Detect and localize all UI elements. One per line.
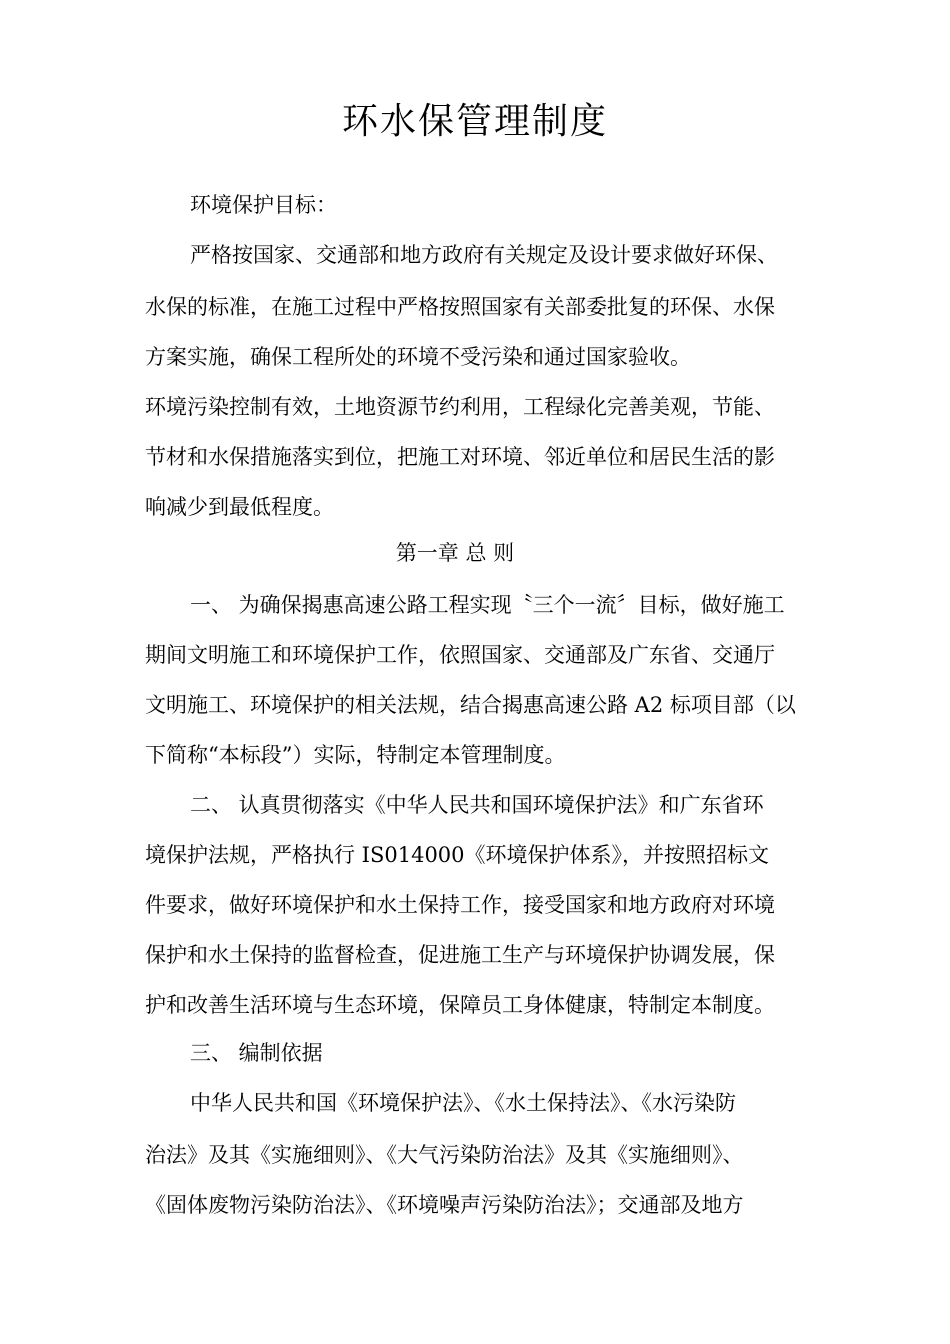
paragraph-line: 保护和水土保持的监督检查，促进施工生产与环境保护协调发展，保 (145, 943, 775, 967)
paragraph-line: 严格按国家、交通部和地方政府有关规定及设计要求做好环保、 (190, 243, 778, 267)
document-title: 环水保管理制度 (341, 101, 608, 142)
paragraph-line: 文明施工、环境保护的相关法规，结合揭惠高速公路 A2 标项目部（以 (145, 693, 796, 717)
paragraph-line: 一、 为确保揭惠高速公路工程实现〝三个一流〞目标，做好施工 (190, 593, 785, 617)
paragraph-line: 下简称“本标段”）实际，特制定本管理制度。 (145, 743, 566, 767)
paragraph-line: 《固体废物污染防治法》、《环境噪声污染防治法》；交通部及地方 (145, 1193, 744, 1217)
paragraph-line: 件要求，做好环境保护和水土保持工作，接受国家和地方政府对环境 (145, 893, 775, 917)
section-heading-environmental-goal: 环境保护目标： (190, 193, 337, 217)
paragraph-line: 期间文明施工和环境保护工作，依照国家、交通部及广东省、交通厅 (145, 643, 775, 667)
paragraph-line: 境保护法规，严格执行 IS014000《环境保护体系》，并按照招标文 (145, 843, 770, 867)
paragraph-line: 节材和水保措施落实到位，把施工对环境、邻近单位和居民生活的影 (145, 445, 775, 469)
paragraph-line: 中华人民共和国《环境保护法》、《水土保持法》、《水污染防 (190, 1091, 736, 1115)
paragraph-line: 治法》及其《实施细则》、《大气污染防治法》及其《实施细则》、 (145, 1143, 744, 1167)
paragraph-line: 方案实施，确保工程所处的环境不受污染和通过国家验收。 (145, 345, 691, 369)
paragraph-line: 水保的标准，在施工过程中严格按照国家有关部委批复的环保、水保 (145, 295, 775, 319)
paragraph-line: 环境污染控制有效，土地资源节约利用，工程绿化完善美观，节能、 (145, 395, 775, 419)
paragraph-line: 护和改善生活环境与生态环境，保障员工身体健康，特制定本制度。 (145, 993, 775, 1017)
paragraph-line: 响减少到最低程度。 (145, 495, 334, 519)
paragraph-line: 二、 认真贯彻落实《中华人民共和国环境保护法》和广东省环 (190, 793, 764, 817)
section-heading-basis: 三、 编制依据 (190, 1041, 323, 1065)
chapter-heading: 第一章 总 则 (395, 541, 515, 565)
